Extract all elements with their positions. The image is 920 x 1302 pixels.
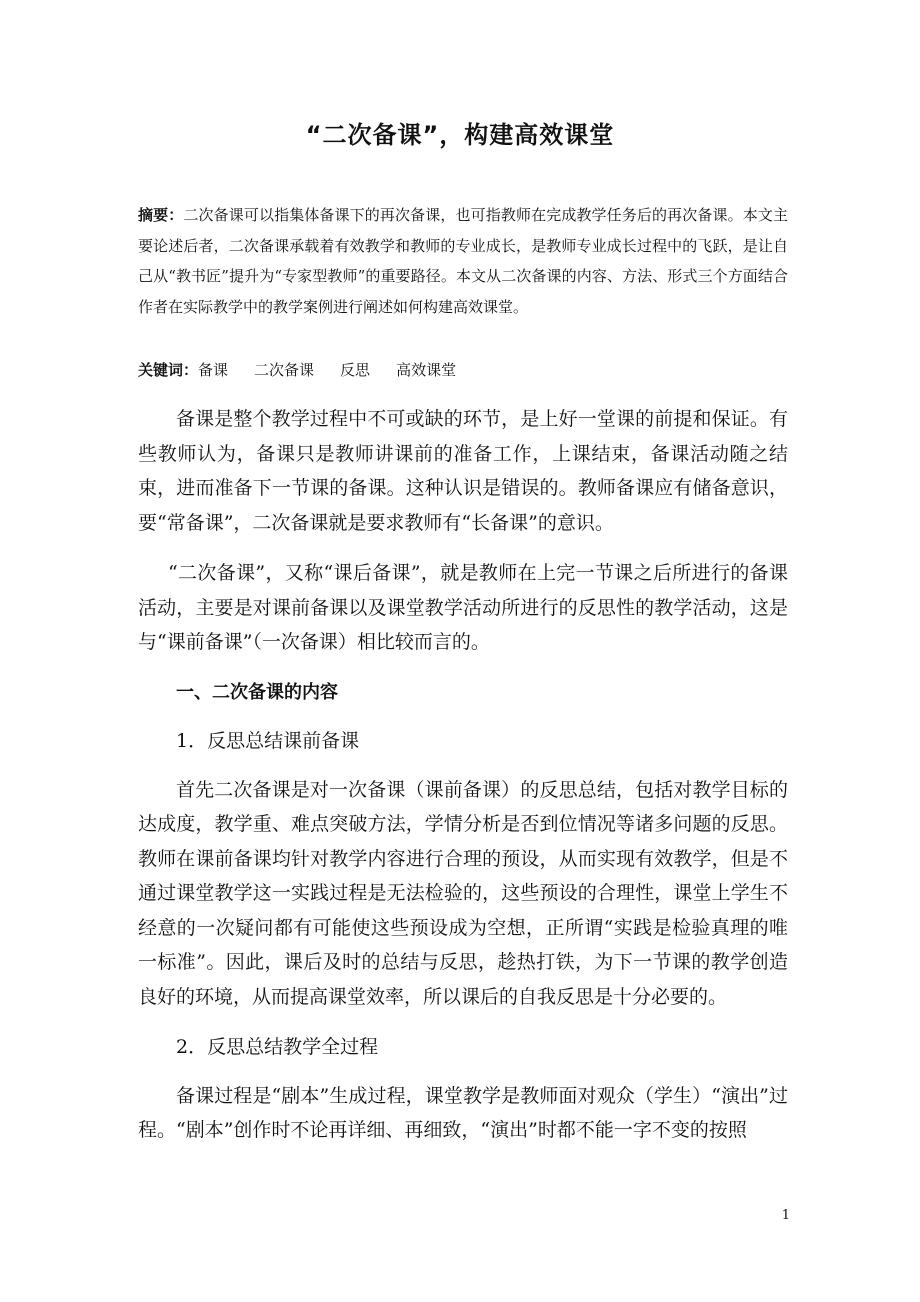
document-title: “二次备课”，构建高效课堂 (305, 121, 615, 149)
subsection-heading: 1．反思总结课前备课 (176, 730, 360, 752)
keyword-item: 高效课堂 (396, 361, 457, 379)
subsection-heading: 2．反思总结教学全过程 (176, 1036, 379, 1058)
keyword-item: 二次备课 (254, 361, 315, 379)
keywords-label: 关键词： (138, 361, 199, 379)
page-number: 1 (781, 1208, 790, 1223)
body-paragraph: 首先二次备课是对一次备课（课前备课）的反思总结，包括对教学目标的达成度，教学重、难点突破方法，学情分析是否到位情况等诸多问题的反思。教师在课前备课均针对教学内容进行合理的预设，从而实现有效教学，但是不通过课堂教学这一实践过程是无法检验的，这些预设的合理性，课堂上学生不经意的一次疑问都有可能使这些预设成为空想，正所谓“实践是检验真理的唯一标准”。因此，课后及时的总结与反思，趁热打铁，为下一节课的教学创造良好的环境，从而提高课堂效率，所以课后的自我反思是十分必要的。 (138, 778, 788, 1008)
body-paragraph: 备课过程是“剧本”生成过程，课堂教学是教师面对观众（学生）“演出”过程。“剧本”创作时不论再详细、再细致，“演出”时都不能一字不变的按照 (138, 1084, 788, 1141)
abstract (138, 200, 788, 322)
abstract-label: 摘要： (138, 206, 184, 224)
keywords (138, 355, 788, 385)
section-heading: 一、二次备课的内容 (176, 681, 338, 703)
body-paragraph: 备课是整个教学过程中不可或缺的环节，是上好一堂课的前提和保证。有些教师认为，备课只是教师讲课前的准备工作，上课结束，备课活动随之结束，进而准备下一节课的备课。这种认识是错误的。教师备课应有储备意识，要“常备课”，二次备课就是要求教师有“长备课”的意识。 (138, 408, 788, 534)
document-body (138, 402, 788, 1164)
keyword-item: 备课 (198, 361, 229, 379)
abstract-text: 二次备课可以指集体备课下的再次备课，也可指教师在完成教学任务后的再次备课。本文主要论述后者，二次备课承载着有效教学和教师的专业成长，是教师专业成长过程中的飞跃，是让自己从“教书匠”提升为“专家型教师”的重要路径。本文从二次备课的内容、方法、形式三个方面结合作者在实际教学中的教学案例进行阐述如何构建高效课堂。 (138, 206, 788, 316)
keyword-item: 反思 (340, 361, 371, 379)
body-paragraph: “二次备课”，又称“课后备课”，就是教师在上完一节课之后所进行的备课活动，主要是对课前备课以及课堂教学活动所进行的反思性的教学活动，这是与“课前备课”（一次备课）相比较而言的。 (138, 562, 788, 653)
